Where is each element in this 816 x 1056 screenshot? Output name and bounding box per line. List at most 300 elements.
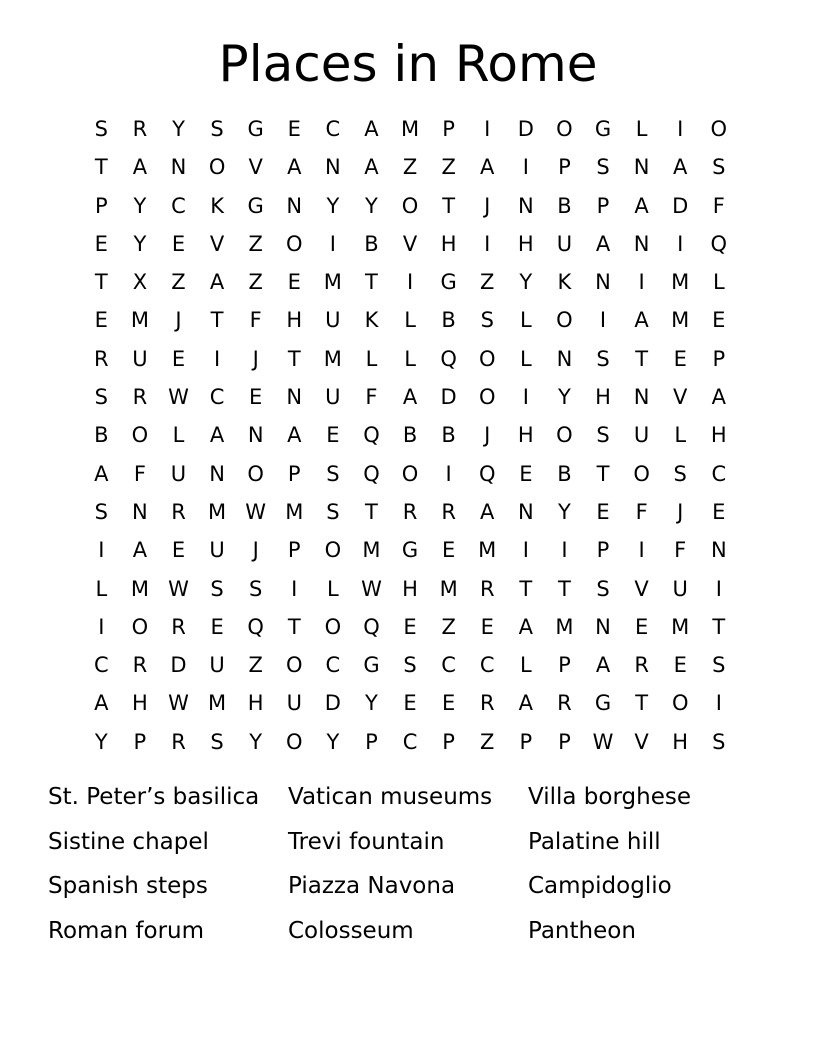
grid-letter: L: [95, 576, 108, 601]
grid-letter: E: [171, 346, 186, 371]
grid-letter: N: [633, 385, 650, 410]
grid-letter: O: [633, 461, 650, 486]
grid-letter: U: [170, 461, 187, 486]
grid-letter: I: [715, 691, 722, 716]
grid-letter: M: [208, 691, 227, 716]
grid-letter: N: [595, 270, 611, 295]
grid-letter: B: [402, 423, 418, 448]
grid-letter: P: [133, 729, 147, 754]
grid-letter: O: [478, 385, 496, 410]
grid-letter: O: [324, 538, 342, 563]
grid-letter: N: [209, 461, 225, 486]
grid-letter: O: [286, 231, 303, 256]
grid-letter: N: [556, 346, 573, 371]
grid-letter: E: [442, 538, 456, 563]
word-list-item: Piazza Navona: [288, 873, 456, 900]
grid-letter: H: [286, 308, 303, 333]
grid-letter: O: [208, 155, 226, 180]
grid-letter: V: [634, 576, 649, 601]
grid-letter: V: [673, 385, 688, 410]
grid-letter: N: [286, 193, 303, 218]
grid-letter: L: [635, 117, 648, 141]
grid-letter: M: [555, 614, 574, 639]
letter-grid: [82, 110, 738, 761]
grid-letter: T: [210, 308, 224, 333]
grid-letter: E: [287, 117, 301, 141]
grid-letter: O: [478, 346, 496, 371]
grid-letter: D: [324, 691, 341, 716]
grid-letter: L: [327, 576, 339, 601]
grid-letter: A: [94, 461, 109, 486]
grid-letter: R: [132, 117, 148, 141]
grid-letter: N: [170, 155, 187, 180]
grid-letter: W: [592, 729, 614, 754]
grid-letter: Y: [558, 499, 571, 524]
grid-letter: C: [711, 461, 727, 486]
grid-letter: E: [712, 308, 726, 333]
grid-letter: M: [130, 308, 149, 333]
grid-letter: U: [132, 346, 148, 371]
grid-letter: B: [441, 308, 456, 333]
grid-letter: D: [517, 117, 534, 141]
grid-letter: S: [596, 155, 610, 180]
grid-letter: T: [287, 614, 301, 639]
word-list-item: Trevi fountain: [288, 828, 445, 855]
grid-letter: H: [517, 423, 534, 448]
grid-letter: R: [132, 385, 148, 410]
grid-letter: Z: [441, 155, 456, 180]
grid-letter: E: [403, 691, 417, 716]
grid-letter: Y: [519, 270, 533, 295]
grid-letter: Y: [365, 193, 378, 218]
grid-letter: U: [209, 538, 225, 563]
grid-letter: P: [365, 729, 378, 754]
grid-letter: E: [210, 614, 224, 639]
grid-letter: I: [522, 155, 529, 180]
grid-letter: G: [247, 193, 264, 218]
grid-letter: A: [711, 385, 726, 410]
grid-letter: P: [558, 653, 571, 678]
grid-letter: J: [677, 499, 684, 524]
grid-letter: I: [484, 231, 491, 256]
grid-letter: E: [403, 614, 417, 639]
grid-letter: O: [401, 193, 419, 218]
grid-letter: A: [634, 308, 649, 333]
grid-letter: R: [171, 729, 186, 754]
grid-letter: R: [479, 576, 495, 601]
grid-letter: A: [209, 423, 225, 448]
grid-letter: Q: [363, 461, 380, 486]
grid-letter: J: [484, 193, 491, 218]
grid-letter: G: [247, 117, 264, 141]
grid-letter: Y: [94, 729, 108, 754]
grid-letter: P: [712, 346, 726, 371]
grid-letter: A: [364, 117, 379, 141]
grid-letter: C: [209, 385, 225, 410]
grid-letter: S: [210, 576, 224, 601]
grid-letter: S: [673, 461, 687, 486]
grid-letter: F: [674, 538, 687, 563]
grid-letter: E: [94, 308, 108, 333]
grid-letter: E: [480, 614, 494, 639]
grid-letter: M: [323, 346, 342, 371]
grid-letter: S: [712, 729, 726, 754]
grid-letter: G: [594, 117, 612, 141]
grid-letter: P: [287, 461, 301, 486]
grid-letter: L: [365, 346, 378, 371]
grid-letter: B: [557, 193, 572, 218]
grid-letter: I: [638, 538, 645, 563]
grid-letter: I: [522, 385, 529, 410]
grid-letter: I: [599, 308, 607, 333]
grid-letter: U: [672, 576, 688, 601]
grid-letter: D: [672, 193, 689, 218]
grid-letter: P: [519, 729, 533, 754]
word-list-item: Spanish steps: [48, 873, 208, 900]
grid-letter: Y: [326, 193, 340, 218]
grid-letter: I: [445, 461, 452, 486]
grid-letter: B: [364, 231, 379, 256]
grid-letter: X: [132, 270, 148, 295]
word-list-item: Vatican museums: [288, 784, 493, 810]
grid-letter: M: [671, 270, 690, 295]
grid-letter: A: [132, 155, 148, 180]
word-list: [48, 778, 768, 956]
grid-letter: Q: [440, 346, 457, 371]
grid-letter: H: [595, 385, 611, 410]
grid-letter: E: [712, 499, 726, 524]
grid-letter: A: [287, 423, 302, 448]
grid-letter: T: [712, 614, 726, 639]
grid-letter: S: [712, 653, 726, 678]
grid-letter: U: [633, 423, 650, 448]
grid-letter: M: [362, 538, 381, 563]
grid-letter: N: [132, 499, 148, 524]
grid-letter: G: [363, 653, 380, 678]
grid-letter: N: [247, 423, 264, 448]
grid-letter: C: [479, 653, 495, 678]
grid-letter: M: [439, 576, 458, 601]
grid-letter: Z: [402, 155, 418, 180]
grid-letter: C: [325, 653, 341, 678]
grid-letter: M: [323, 270, 342, 295]
word-list-item: Colosseum: [288, 917, 414, 944]
grid-letter: U: [556, 231, 573, 256]
grid-letter: L: [172, 423, 185, 448]
grid-letter: W: [168, 576, 189, 601]
grid-letter: E: [519, 461, 533, 486]
grid-letter: H: [402, 576, 418, 601]
grid-letter: Q: [363, 423, 380, 448]
grid-letter: S: [326, 499, 340, 524]
grid-letter: Z: [248, 270, 263, 295]
word-list-item: Villa borghese: [528, 784, 691, 810]
grid-letter: T: [365, 499, 378, 524]
grid-letter: I: [291, 576, 298, 601]
grid-letter: R: [171, 614, 186, 639]
grid-letter: P: [287, 538, 301, 563]
grid-letter: V: [634, 729, 649, 754]
page-title: Places in Rome: [218, 35, 598, 93]
grid-letter: N: [710, 538, 727, 563]
grid-letter: R: [634, 653, 649, 678]
grid-letter: R: [94, 346, 109, 371]
grid-letter: H: [440, 231, 457, 256]
grid-letter: U: [325, 385, 341, 410]
grid-letter: Z: [171, 270, 186, 295]
grid-letter: P: [596, 538, 610, 563]
grid-letter: N: [517, 499, 534, 524]
grid-letter: U: [325, 308, 341, 333]
word-list-item: Sistine chapel: [48, 828, 209, 855]
grid-letter: A: [518, 614, 534, 639]
grid-letter: S: [480, 308, 494, 333]
grid-letter: E: [673, 653, 687, 678]
grid-letter: S: [210, 117, 224, 141]
grid-letter: O: [286, 729, 303, 754]
grid-letter: S: [712, 155, 726, 180]
grid-letter: I: [213, 346, 221, 371]
grid-letter: O: [324, 614, 342, 639]
grid-letter: Q: [478, 461, 496, 486]
grid-letter: D: [170, 653, 187, 678]
grid-letter: J: [484, 423, 491, 448]
grid-letter: O: [131, 423, 149, 448]
grid-letter: M: [208, 499, 227, 524]
grid-letter: K: [557, 270, 572, 295]
grid-letter: L: [712, 270, 725, 295]
grid-letter: U: [286, 691, 302, 716]
grid-letter: A: [480, 155, 495, 180]
grid-letter: N: [325, 155, 341, 180]
grid-letter: I: [98, 538, 105, 563]
grid-letter: N: [517, 193, 534, 218]
grid-letter: E: [442, 691, 456, 716]
grid-letter: P: [558, 729, 571, 754]
grid-letter: E: [94, 231, 108, 256]
grid-letter: E: [171, 231, 186, 256]
grid-letter: W: [245, 499, 267, 524]
grid-letter: A: [287, 155, 302, 180]
grid-letter: S: [210, 729, 224, 754]
grid-letter: F: [635, 499, 648, 524]
grid-letter: S: [94, 385, 108, 410]
grid-letter: M: [671, 308, 690, 333]
grid-letter: H: [710, 423, 727, 448]
grid-letter: P: [94, 193, 108, 218]
grid-letter: Q: [710, 231, 728, 256]
grid-letter: P: [558, 155, 571, 180]
grid-letter: Y: [365, 691, 378, 716]
grid-letter: Y: [558, 385, 571, 410]
grid-letter: E: [596, 499, 610, 524]
grid-letter: A: [634, 193, 649, 218]
grid-letter: H: [517, 231, 534, 256]
grid-letter: J: [252, 346, 259, 371]
grid-letter: O: [710, 117, 728, 141]
grid-letter: L: [404, 308, 416, 333]
grid-letter: A: [595, 231, 611, 256]
grid-letter: I: [677, 231, 684, 256]
grid-letter: F: [365, 385, 378, 410]
grid-letter: I: [329, 231, 336, 256]
grid-letter: B: [94, 423, 109, 448]
grid-letter: M: [130, 576, 149, 601]
grid-letter: O: [556, 117, 573, 141]
grid-letter: O: [401, 461, 419, 486]
grid-letter: S: [94, 117, 108, 141]
grid-letter: G: [594, 691, 612, 716]
grid-letter: S: [596, 346, 610, 371]
grid-letter: R: [441, 499, 456, 524]
grid-letter: U: [209, 653, 225, 678]
grid-letter: A: [364, 155, 379, 180]
grid-letter: M: [400, 117, 420, 141]
grid-letter: M: [285, 499, 304, 524]
grid-letter: T: [519, 576, 533, 601]
grid-letter: E: [634, 614, 649, 639]
grid-letter: Y: [249, 729, 263, 754]
grid-letter: S: [249, 576, 263, 601]
grid-letter: S: [94, 499, 108, 524]
grid-letter: A: [518, 691, 534, 716]
grid-letter: E: [673, 346, 687, 371]
grid-letter: E: [171, 538, 186, 563]
grid-letter: I: [638, 270, 645, 295]
grid-letter: C: [93, 653, 109, 678]
grid-letter: G: [440, 270, 457, 295]
grid-letter: F: [249, 308, 262, 333]
word-list-item: Roman forum: [48, 917, 205, 944]
grid-letter: K: [210, 193, 224, 218]
grid-letter: C: [171, 193, 186, 218]
grid-letter: O: [247, 461, 264, 486]
grid-letter: N: [286, 385, 303, 410]
grid-letter: S: [326, 461, 340, 486]
grid-letter: Z: [480, 729, 495, 754]
grid-letter: I: [561, 538, 568, 563]
grid-letter: S: [596, 423, 610, 448]
grid-letter: H: [131, 691, 148, 716]
grid-letter: S: [403, 653, 417, 678]
grid-letter: O: [556, 423, 573, 448]
word-list-item: Pantheon: [528, 917, 636, 944]
grid-letter: Z: [480, 270, 495, 295]
grid-letter: R: [479, 691, 495, 716]
grid-letter: D: [440, 385, 457, 410]
grid-letter: B: [441, 423, 456, 448]
grid-letter: E: [249, 385, 263, 410]
grid-letter: H: [247, 691, 264, 716]
grid-letter: Y: [133, 231, 147, 256]
grid-letter: G: [401, 538, 419, 563]
grid-letter: K: [364, 308, 379, 333]
grid-letter: W: [168, 385, 189, 410]
grid-letter: T: [596, 461, 610, 486]
grid-letter: Y: [172, 117, 185, 141]
grid-letter: A: [673, 155, 688, 180]
grid-letter: N: [633, 231, 650, 256]
grid-letter: W: [168, 691, 189, 716]
grid-letter: Z: [441, 614, 456, 639]
grid-letter: T: [635, 346, 649, 371]
grid-letter: T: [287, 346, 301, 371]
grid-letter: Z: [248, 231, 263, 256]
grid-letter: I: [715, 576, 722, 601]
grid-letter: E: [287, 270, 301, 295]
grid-letter: A: [209, 270, 225, 295]
grid-letter: R: [171, 499, 186, 524]
grid-letter: S: [596, 576, 610, 601]
grid-letter: O: [556, 308, 573, 333]
grid-letter: C: [402, 729, 418, 754]
grid-letter: L: [404, 346, 416, 371]
grid-letter: I: [677, 117, 684, 141]
grid-letter: I: [522, 538, 529, 563]
word-list-item: Campidoglio: [528, 873, 672, 900]
grid-letter: Z: [248, 653, 263, 678]
grid-letter: C: [441, 653, 456, 678]
grid-letter: O: [671, 691, 689, 716]
grid-letter: O: [286, 653, 303, 678]
word-list-item: Palatine hill: [528, 828, 661, 855]
grid-letter: Q: [363, 614, 380, 639]
grid-letter: V: [248, 155, 263, 180]
grid-letter: T: [635, 691, 649, 716]
grid-letter: A: [94, 691, 109, 716]
grid-letter: I: [406, 270, 414, 295]
grid-letter: T: [365, 270, 378, 295]
grid-letter: O: [131, 614, 149, 639]
grid-letter: V: [209, 231, 225, 256]
grid-letter: B: [557, 461, 572, 486]
grid-letter: P: [442, 729, 455, 754]
grid-letter: C: [325, 117, 341, 141]
grid-letter: Y: [133, 193, 147, 218]
grid-letter: R: [557, 691, 572, 716]
grid-letter: T: [94, 270, 108, 295]
grid-letter: P: [442, 117, 455, 141]
grid-letter: L: [519, 653, 532, 678]
grid-letter: I: [484, 117, 491, 141]
grid-letter: T: [558, 576, 571, 601]
grid-letter: A: [402, 385, 418, 410]
grid-letter: A: [480, 499, 495, 524]
grid-letter: P: [596, 193, 610, 218]
grid-letter: H: [672, 729, 689, 754]
grid-letter: N: [633, 155, 650, 180]
grid-letter: R: [402, 499, 418, 524]
grid-letter: Q: [247, 614, 264, 639]
grid-letter: F: [712, 193, 725, 218]
grid-letter: V: [402, 231, 418, 256]
grid-letter: E: [326, 423, 340, 448]
grid-letter: T: [94, 155, 108, 180]
grid-letter: A: [595, 653, 611, 678]
grid-letter: L: [519, 346, 532, 371]
grid-letter: N: [595, 614, 611, 639]
grid-letter: M: [478, 538, 497, 563]
grid-letter: L: [519, 308, 532, 333]
grid-letter: T: [442, 193, 456, 218]
grid-letter: F: [133, 461, 146, 486]
grid-letter: I: [98, 614, 105, 639]
grid-letter: M: [671, 614, 690, 639]
grid-letter: R: [132, 653, 148, 678]
grid-letter: A: [132, 538, 148, 563]
grid-letter: Y: [326, 729, 340, 754]
grid-letter: W: [361, 576, 382, 601]
